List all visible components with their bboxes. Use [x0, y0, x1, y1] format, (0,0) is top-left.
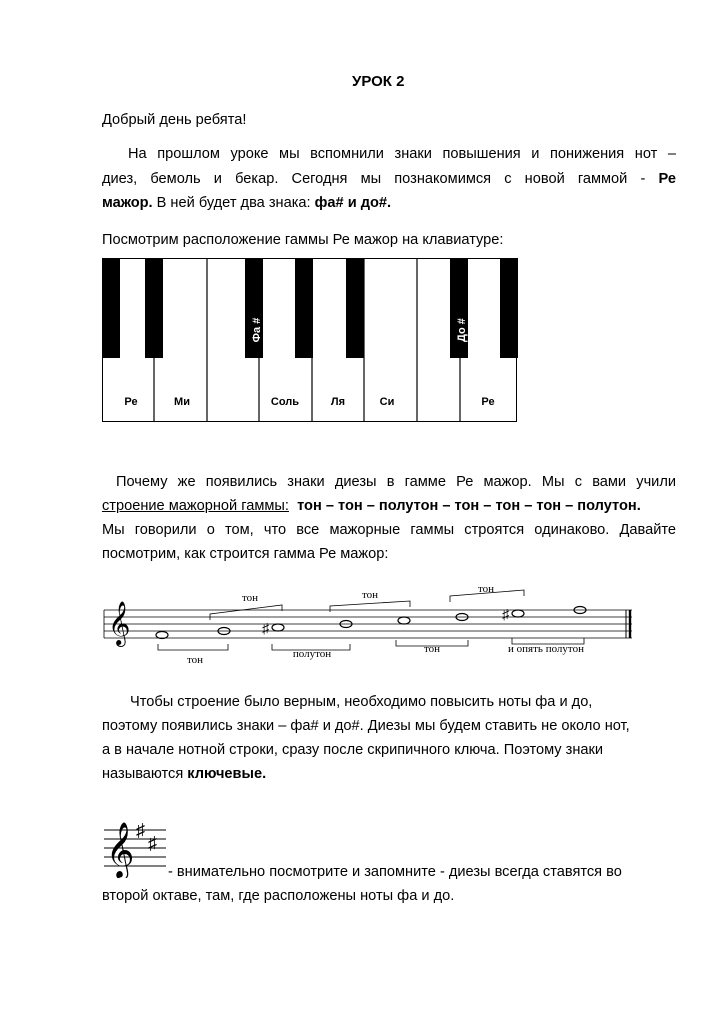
d-major-scale-staff: [100, 580, 636, 680]
explanation-line-4-text: называются: [102, 766, 188, 782]
treble-clef-icon: 𝄞: [106, 824, 135, 877]
intro-line-2-text: диез, бемоль и бекар. Сегодня мы познакомимся с новой гаммой -: [102, 171, 659, 187]
structure-label: строение мажорной гаммы:: [102, 498, 289, 514]
black-key: [145, 258, 163, 358]
note-re: [156, 632, 168, 639]
black-label-do-sharp: До #: [456, 318, 468, 342]
structure-line-4: посмотрим, как строится гамма Ре мажор:: [102, 546, 389, 562]
final-line-1: - внимательно посмотрите и запомните - диезы всегда ставятся во: [168, 864, 622, 880]
note-do-sharp: [512, 610, 524, 617]
intro-line-3-text: В ней будет два знака:: [152, 195, 315, 211]
structure-line-3: Мы говорили о том, что все мажорные гаммы строятся одинаково. Давайте: [102, 522, 676, 538]
white-label-re: Ре: [124, 396, 138, 408]
piano-keyboard: [102, 258, 518, 424]
intro-line-1: На прошлом уроке мы вспомнили знаки повышения и понижения нот –: [128, 146, 676, 162]
intro-line-3: [102, 191, 391, 215]
sharp-do-icon: ♯: [148, 833, 157, 853]
final-line-2: второй октаве, там, где расположены ноты фа и до.: [102, 888, 455, 904]
white-label-sol: Соль: [270, 396, 300, 408]
black-key-do-sharp: [450, 258, 468, 358]
greeting: Добрый день ребята!: [102, 112, 247, 128]
sharp-icon: ♯: [502, 608, 509, 623]
structure-line-2: [102, 494, 641, 518]
interval-label-above: тон: [241, 592, 259, 604]
white-label-mi: Ми: [174, 396, 190, 408]
interval-label-below: тон: [186, 654, 204, 666]
interval-label-above: тон: [477, 583, 495, 595]
note-fa-sharp: [272, 624, 284, 631]
structure-formula: тон – тон – полутон – тон – тон – тон – полутон.: [297, 498, 641, 514]
sharps-list: фа# и до#.: [314, 195, 392, 211]
white-label-re-high: Ре: [481, 396, 495, 408]
whole-notes: [156, 607, 586, 639]
scale-name-part1: Ре: [658, 171, 676, 187]
interval-label-below: и опять полутон: [508, 643, 584, 655]
intro-line-2: [102, 167, 676, 191]
sharp-fa-icon: ♯: [136, 820, 145, 840]
explanation-line-4: [102, 762, 266, 786]
treble-clef-icon: 𝄞: [108, 603, 131, 645]
key-signature-staff: [104, 806, 168, 878]
key-signature-term: ключевые.: [187, 766, 267, 782]
white-label-si: Си: [379, 396, 395, 408]
interval-label-above: тон: [361, 589, 379, 601]
note-la: [398, 617, 410, 624]
sharp-icon: ♯: [262, 622, 269, 637]
black-key: [102, 258, 120, 358]
white-label-la: Ля: [330, 396, 346, 408]
interval-label-below: полутон: [292, 648, 332, 660]
black-key: [500, 258, 518, 358]
structure-line-1: Почему же появились знаки диезы в гамме Ре мажор. Мы с вами учили: [116, 474, 676, 490]
staff-lines: [104, 610, 632, 638]
explanation-line-2: поэтому появились знаки – фа# и до#. Диезы мы будем ставить не около нот,: [102, 718, 630, 734]
explanation-line-3: а в начале нотной строки, сразу после скрипичного ключа. Поэтому знаки: [102, 742, 604, 758]
black-key: [295, 258, 313, 358]
lesson-title: УРОК 2: [352, 73, 405, 90]
keyboard-intro: Посмотрим расположение гаммы Ре мажор на клавиатуре:: [102, 232, 504, 248]
scale-name-part2: мажор.: [102, 195, 153, 211]
interval-label-below: тон: [423, 643, 441, 655]
black-label-fa-sharp: Фа #: [251, 317, 263, 343]
black-key: [346, 258, 364, 358]
explanation-line-1: Чтобы строение было верным, необходимо повысить ноты фа и до,: [130, 694, 593, 710]
